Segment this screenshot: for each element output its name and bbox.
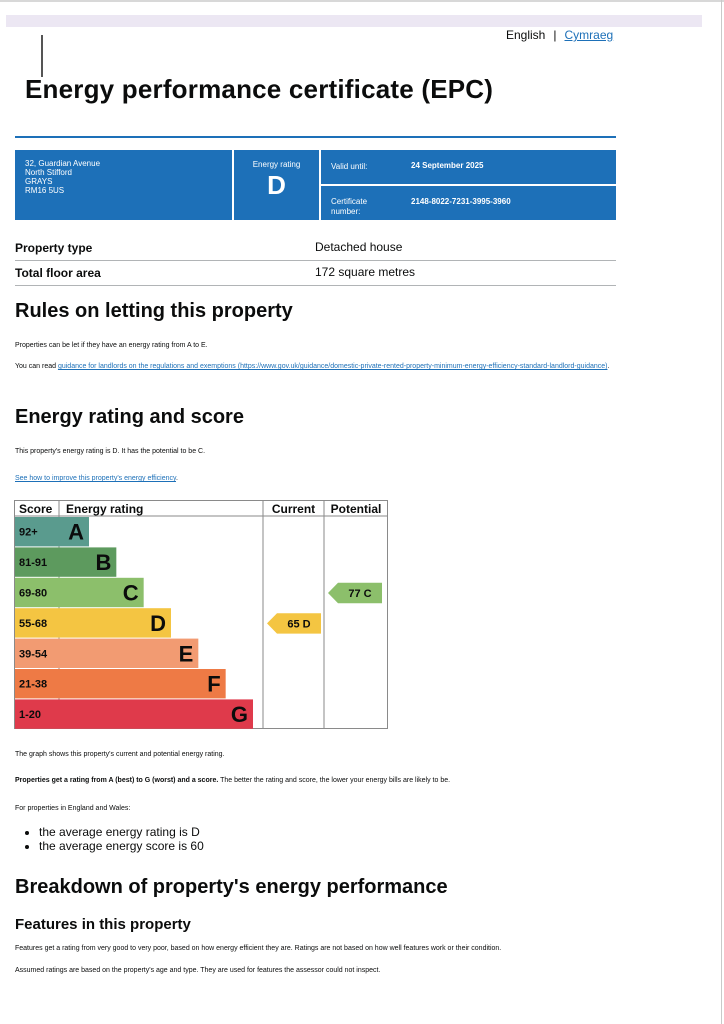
- address-line: RM16 5US: [25, 186, 65, 195]
- page-title: Energy performance certificate (EPC): [25, 74, 494, 104]
- scan-edge-right: [721, 0, 722, 1024]
- band-letter: F: [207, 671, 221, 697]
- breakdown-heading: Breakdown of property's energy performance: [15, 876, 448, 898]
- floor-area-value: 172 square metres: [315, 265, 416, 279]
- current-rating-label: 65 D: [287, 618, 311, 631]
- rating-explanation-bold: Properties get a rating from A (best) to G (worst) and a score.: [15, 777, 219, 784]
- band-score-label: 21-38: [19, 678, 48, 691]
- guidance-suffix: .: [607, 363, 610, 370]
- list-item: • the average energy rating is D: [39, 825, 204, 839]
- language-cymraeg-link[interactable]: Cymraeg: [564, 28, 614, 42]
- band-bar: [59, 669, 226, 698]
- valid-until-label: Valid until:: [331, 162, 368, 171]
- energy-rating-chart: [14, 500, 388, 729]
- floor-area-label: Total floor area: [15, 266, 101, 280]
- language-switcher: [506, 28, 613, 42]
- band-score-label: 55-68: [19, 617, 48, 630]
- band-letter: B: [95, 550, 112, 576]
- potential-rating-label: 77 C: [348, 588, 372, 600]
- valid-until-value: 24 September 2025: [411, 161, 484, 170]
- letting-paragraph: Properties can be let if they have an energy rating from A to E.: [15, 342, 208, 349]
- improve-paragraph: [15, 474, 615, 483]
- top-banner-strip: [6, 15, 702, 27]
- certificate-number-label: Certificate number:: [331, 197, 368, 216]
- band-letter: C: [122, 580, 139, 606]
- chart-header-current: Current: [271, 502, 316, 516]
- letting-guidance-paragraph: [15, 362, 615, 371]
- assumed-ratings-paragraph: Assumed ratings are based on the property's age and type. They are used for features the assessor could not inspect.: [15, 967, 381, 974]
- band-score-label: 39-54: [19, 648, 48, 661]
- band-letter: A: [68, 519, 84, 545]
- chart-header-score: Score: [19, 502, 53, 516]
- improve-suffix: .: [176, 475, 178, 482]
- address-line: GRAYS: [25, 177, 53, 186]
- list-item: • the average energy score is 60: [39, 839, 204, 853]
- rating-explanation: [15, 776, 615, 785]
- floor-area-row: [15, 261, 616, 286]
- energy-rating-label: Energy rating: [252, 160, 301, 169]
- features-paragraph: Features get a rating from very good to very poor, based on how energy efficient they are. Ratings are not based on how well features work or their condition.: [15, 945, 502, 952]
- band-letter: G: [230, 702, 248, 728]
- average-rating-list: [24, 825, 204, 853]
- energy-rating-chart-svg: [14, 500, 388, 729]
- property-type-row: [15, 236, 616, 261]
- band-score-label: 1-20: [19, 709, 42, 722]
- property-address: [25, 159, 100, 195]
- title-divider: [15, 136, 616, 138]
- band-score-label: 92+: [19, 526, 38, 539]
- energy-rating-paragraph: This property's energy rating is D. It has the potential to be C.: [15, 448, 206, 455]
- address-line: 32, Guardian Avenue: [25, 159, 101, 168]
- features-heading: Features in this property: [15, 916, 191, 933]
- certificate-number-value: 2148-8022-7231-3995-3960: [411, 197, 511, 206]
- graph-note: The graph shows this property's current and potential energy rating.: [15, 751, 225, 758]
- energy-rating-heading: Energy rating and score: [15, 406, 244, 428]
- improve-efficiency-link[interactable]: See how to improve this property's energy efficiency: [15, 475, 176, 482]
- property-type-value: Detached house: [315, 240, 403, 254]
- letting-heading: Rules on letting this property: [15, 300, 293, 322]
- chart-header-potential: Potential: [330, 502, 382, 516]
- band-letter: E: [178, 641, 194, 667]
- rating-explanation-rest: The better the rating and score, the lower your energy bills are likely to be.: [218, 777, 451, 784]
- address-line: North Stifford: [25, 168, 72, 177]
- band-score-label: 81-91: [19, 557, 48, 570]
- scan-mark: [41, 35, 43, 77]
- energy-rating-letter: D: [267, 170, 286, 200]
- band-bar: [59, 699, 253, 728]
- landlord-guidance-link[interactable]: guidance for landlords on the regulations and exemptions (https://www.gov.uk/guidance/domestic-private-rented-property-minimum-energy-efficiency-standard-landlord-guidance): [57, 363, 608, 370]
- chart-header-energy-rating: Energy rating: [66, 502, 144, 516]
- property-type-label: Property type: [15, 241, 93, 255]
- band-letter: D: [150, 610, 166, 636]
- language-separator: |: [553, 28, 557, 42]
- guidance-prefix: You can read: [15, 363, 58, 370]
- scan-edge-top: [0, 0, 724, 2]
- band-bar: [59, 639, 198, 668]
- england-wales-note: For properties in England and Wales:: [15, 805, 131, 812]
- certificate-summary-box: [15, 150, 616, 220]
- band-score-label: 69-80: [19, 587, 48, 600]
- box-divider: [321, 184, 616, 186]
- language-english: English: [506, 28, 546, 42]
